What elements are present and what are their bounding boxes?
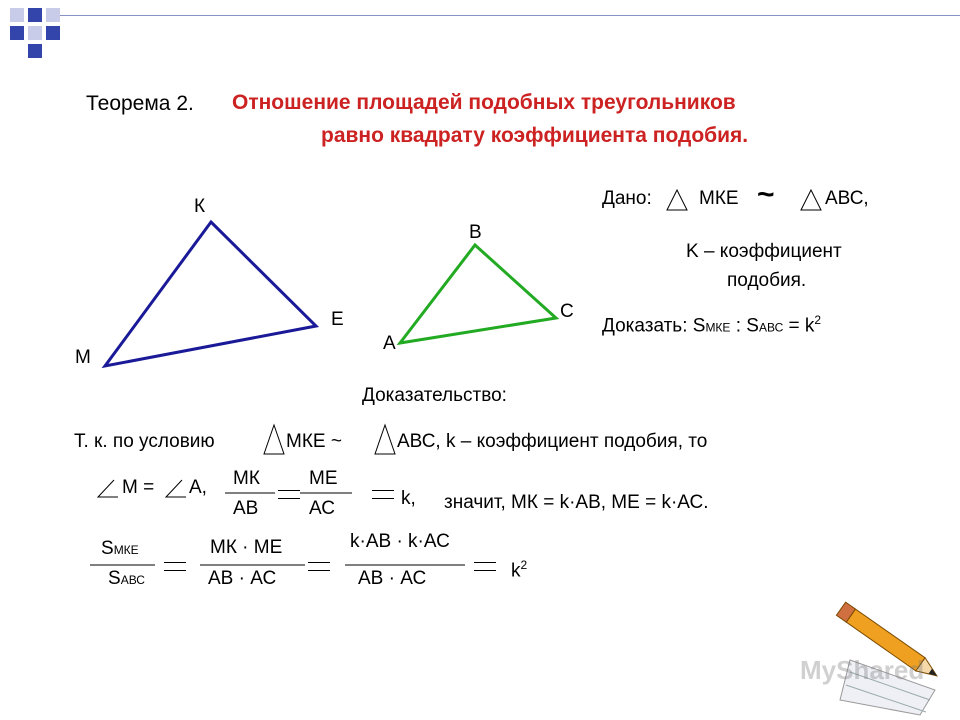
theorem-statement-line2: равно квадрату коэффициента подобия. [321, 124, 749, 147]
given-label: Дано: [602, 188, 652, 209]
angle-m-label: М = [122, 477, 155, 498]
ratio-numerator: SМКЕ [101, 538, 139, 559]
vertex-k: К [194, 196, 206, 217]
vertex-b: В [469, 222, 482, 243]
proof-line1-start: Т. к. по условию [74, 431, 215, 452]
angle-a-label: А, [189, 477, 207, 498]
fraction3-numerator: МК · МЕ [210, 537, 283, 558]
fraction4-numerator: k·АВ · k·АС [350, 531, 450, 552]
given-k-line2: подобия. [727, 270, 807, 291]
similar-sign: ~ [757, 178, 775, 211]
vertex-m: М [75, 347, 91, 368]
fraction1-denominator: АВ [233, 498, 259, 519]
fraction3-denominator: АВ · АС [208, 568, 277, 589]
prove-statement: Доказать: SМКЕ : SАВС = $k^2$ [602, 313, 822, 337]
proof-line1-tri1: МКЕ ~ [286, 431, 342, 452]
therefore-statement: значит, МК = k·АВ, МЕ = k·АС. [444, 492, 709, 513]
given-k-line1: K – коэффициент [686, 241, 842, 262]
fraction2-denominator: АС [309, 498, 335, 519]
theorem-statement-line1: Отношение площадей подобных треугольников [232, 91, 736, 114]
proof-line1-tri2: АВС, k – коэффициент подобия, то [397, 431, 708, 452]
watermark: MyShared [800, 655, 925, 685]
given-tri1: МКЕ [699, 188, 739, 209]
proof-title: Доказательство: [362, 385, 507, 406]
result-k-squared: $k^2$ [511, 558, 528, 582]
vertex-e: Е [331, 309, 344, 330]
fraction2-numerator: МЕ [309, 468, 338, 489]
fraction4-denominator: АВ · АС [358, 568, 427, 589]
ratio-denominator: SАВС [108, 568, 145, 589]
theorem-label: Теорема 2. [86, 92, 194, 115]
vertex-a: А [383, 333, 396, 354]
k-end: k, [401, 488, 416, 509]
vertex-c: С [560, 301, 574, 322]
given-tri2: АВС, [825, 188, 869, 209]
fraction1-numerator: МК [233, 468, 260, 489]
